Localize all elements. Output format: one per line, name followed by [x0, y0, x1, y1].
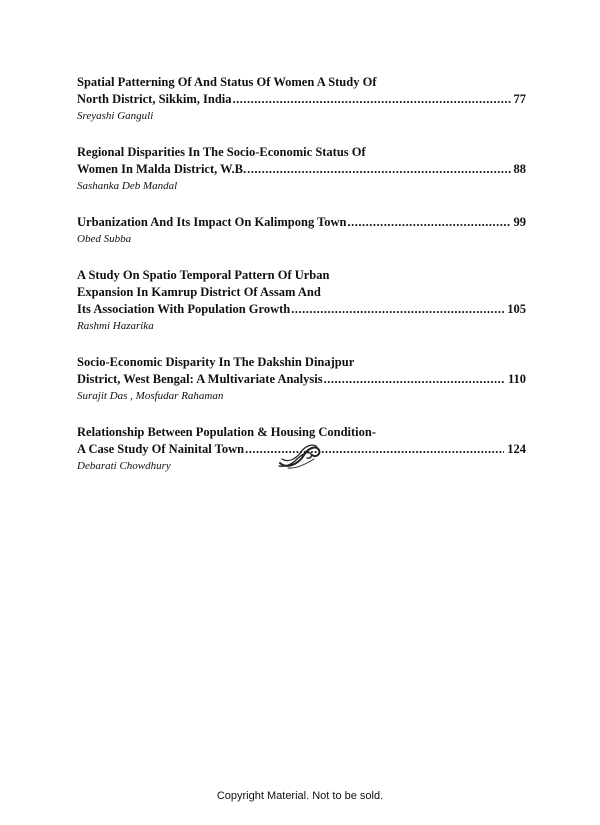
- entry-title-line: Women In Malda District, W.B.: [77, 162, 247, 176]
- entry-author: Sreyashi Ganguli: [77, 110, 154, 122]
- flourish-ornament-icon: [276, 441, 322, 471]
- entry-title-line: North District, Sikkim, India: [77, 92, 232, 106]
- entry-title-line: Socio-Economic Disparity In The Dakshin Dinajpur: [77, 355, 355, 369]
- table-of-contents: [77, 74, 526, 494]
- dot-leader: [233, 91, 511, 108]
- toc-entry[interactable]: [77, 214, 526, 247]
- page-number: 88: [513, 162, 526, 176]
- dot-leader: [291, 301, 504, 318]
- entry-author: Surajit Das , Mosfudar Rahaman: [77, 390, 224, 402]
- entry-author: Rashmi Hazarika: [77, 320, 154, 332]
- entry-title-line: Regional Disparities In The Socio-Economic Status Of: [77, 145, 366, 159]
- dot-leader: [247, 161, 510, 178]
- toc-entry[interactable]: [77, 144, 526, 194]
- entry-title-line: Spatial Patterning Of And Status Of Women A Study Of: [77, 75, 377, 89]
- entry-title-line: District, West Bengal: A Multivariate Analysis: [77, 372, 323, 386]
- entry-title-line: Its Association With Population Growth: [77, 302, 291, 316]
- copyright-footer: Copyright Material. Not to be sold.: [216, 790, 384, 802]
- page-number: 110: [507, 372, 526, 386]
- page-number: 105: [507, 302, 526, 316]
- entry-author: Obed Subba: [77, 233, 132, 245]
- page-number: 77: [513, 92, 526, 106]
- dot-leader: [348, 214, 511, 231]
- entry-title-line: Expansion In Kamrup District Of Assam And: [77, 285, 321, 299]
- entry-title-line: Urbanization And Its Impact On Kalimpong Town: [77, 215, 347, 229]
- page-number: 99: [513, 215, 526, 229]
- entry-title-line: Relationship Between Population & Housing Condition-: [77, 425, 377, 439]
- entry-author: Debarati Chowdhury: [77, 460, 171, 472]
- toc-entry[interactable]: [77, 354, 526, 404]
- entry-title-line: A Study On Spatio Temporal Pattern Of Urban: [77, 268, 330, 282]
- toc-entry[interactable]: [77, 267, 526, 334]
- dot-leader: [324, 371, 505, 388]
- page-number: 124: [507, 442, 526, 456]
- entry-author: Sashanka Deb Mandal: [77, 180, 178, 192]
- toc-entry[interactable]: [77, 74, 526, 124]
- entry-title-line: A Case Study Of Nainital Town: [77, 442, 245, 456]
